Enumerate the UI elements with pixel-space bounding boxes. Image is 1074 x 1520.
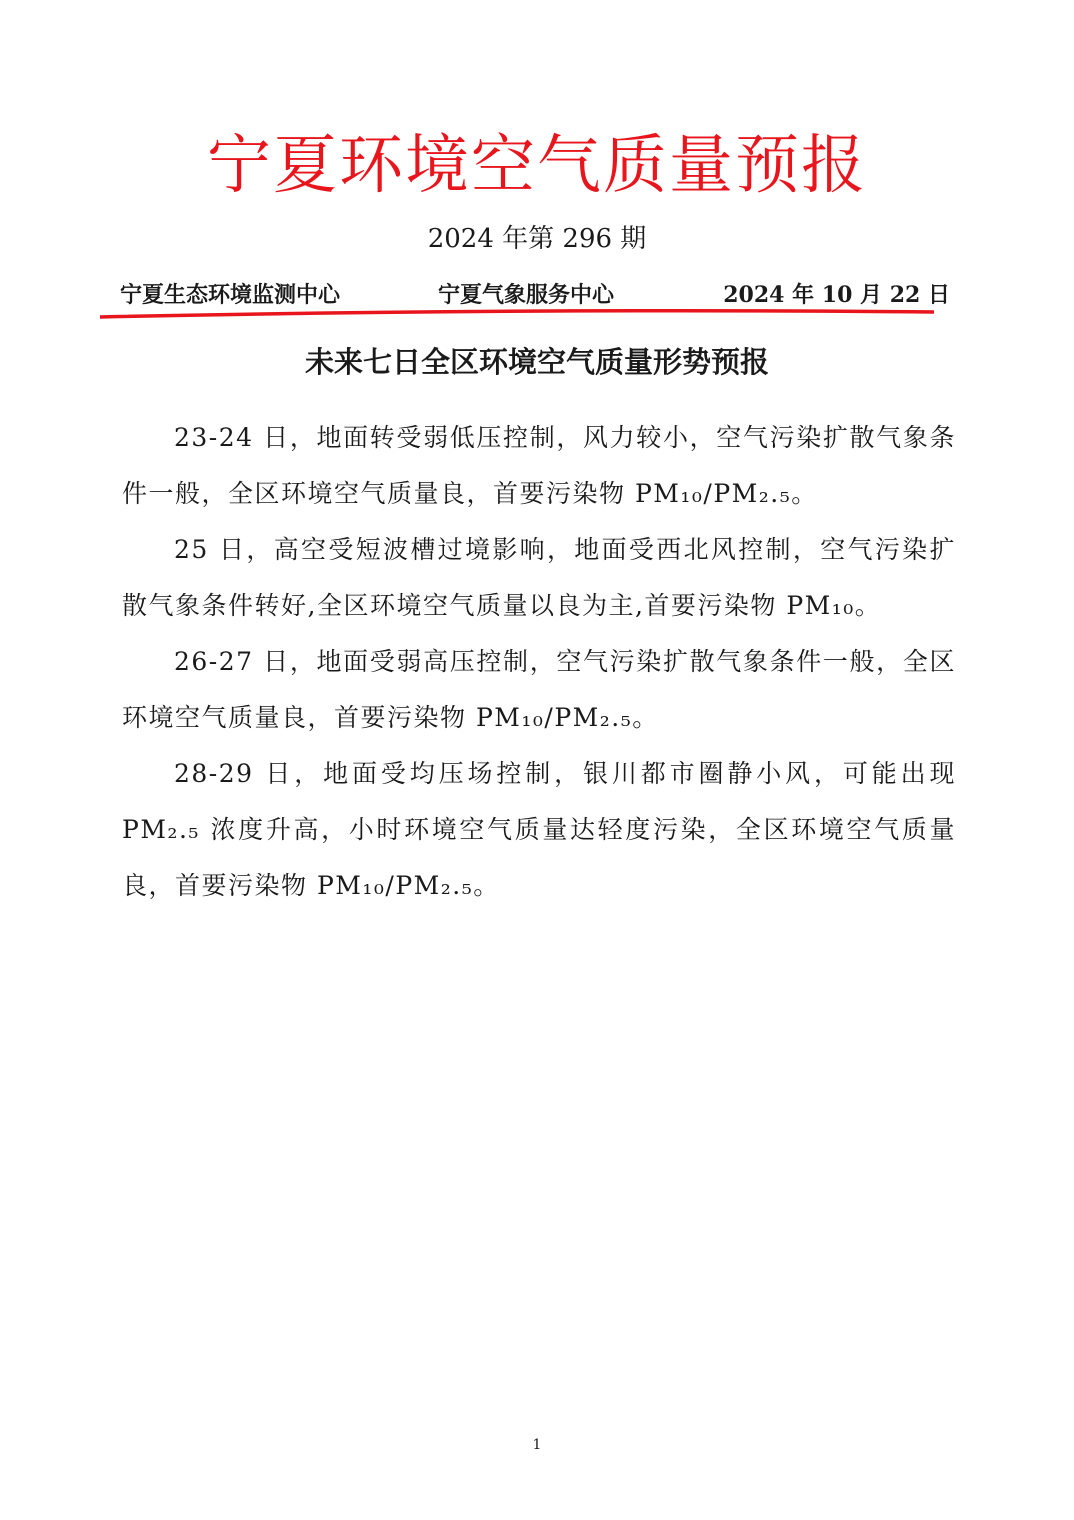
publisher-monitoring-center: 宁夏生态环境监测中心 (120, 282, 341, 308)
publisher-weather-center: 宁夏气象服务中心 (438, 282, 615, 308)
article-heading: 未来七日全区环境空气质量形势预报 (304, 345, 769, 379)
forecast-paragraph: 25 日，高空受短波槽过境影响，地面受西北风控制，空气污染扩散气象条件转好,全区环境空气质量以良为主,首要污染物 PM₁₀。 (122, 535, 956, 620)
issue-number: 2024 年第 296 期 (427, 224, 647, 254)
forecast-paragraph: 26-27 日，地面受弱高压控制，空气污染扩散气象条件一般，全区环境空气质量良，首要污染物 PM₁₀/PM₂.₅。 (122, 647, 956, 732)
page-number: 1 (532, 1437, 542, 1453)
publish-date: 2024 年 10 月 22 日 (723, 282, 950, 308)
forecast-paragraph: 23-24 日，地面转受弱低压控制，风力较小，空气污染扩散气象条件一般，全区环境空气质量良，首要污染物 PM₁₀/PM₂.₅。 (122, 423, 956, 508)
article-body (122, 410, 956, 914)
masthead-title: 宁夏环境空气质量预报 (207, 129, 867, 203)
red-divider-line (100, 306, 934, 324)
forecast-paragraph: 28-29 日，地面受均压场控制，银川都市圈静小风，可能出现 PM₂.₅ 浓度升高，小时环境空气质量达轻度污染，全区环境空气质量良，首要污染物 PM₁₀/PM₂.₅。 (122, 759, 956, 900)
